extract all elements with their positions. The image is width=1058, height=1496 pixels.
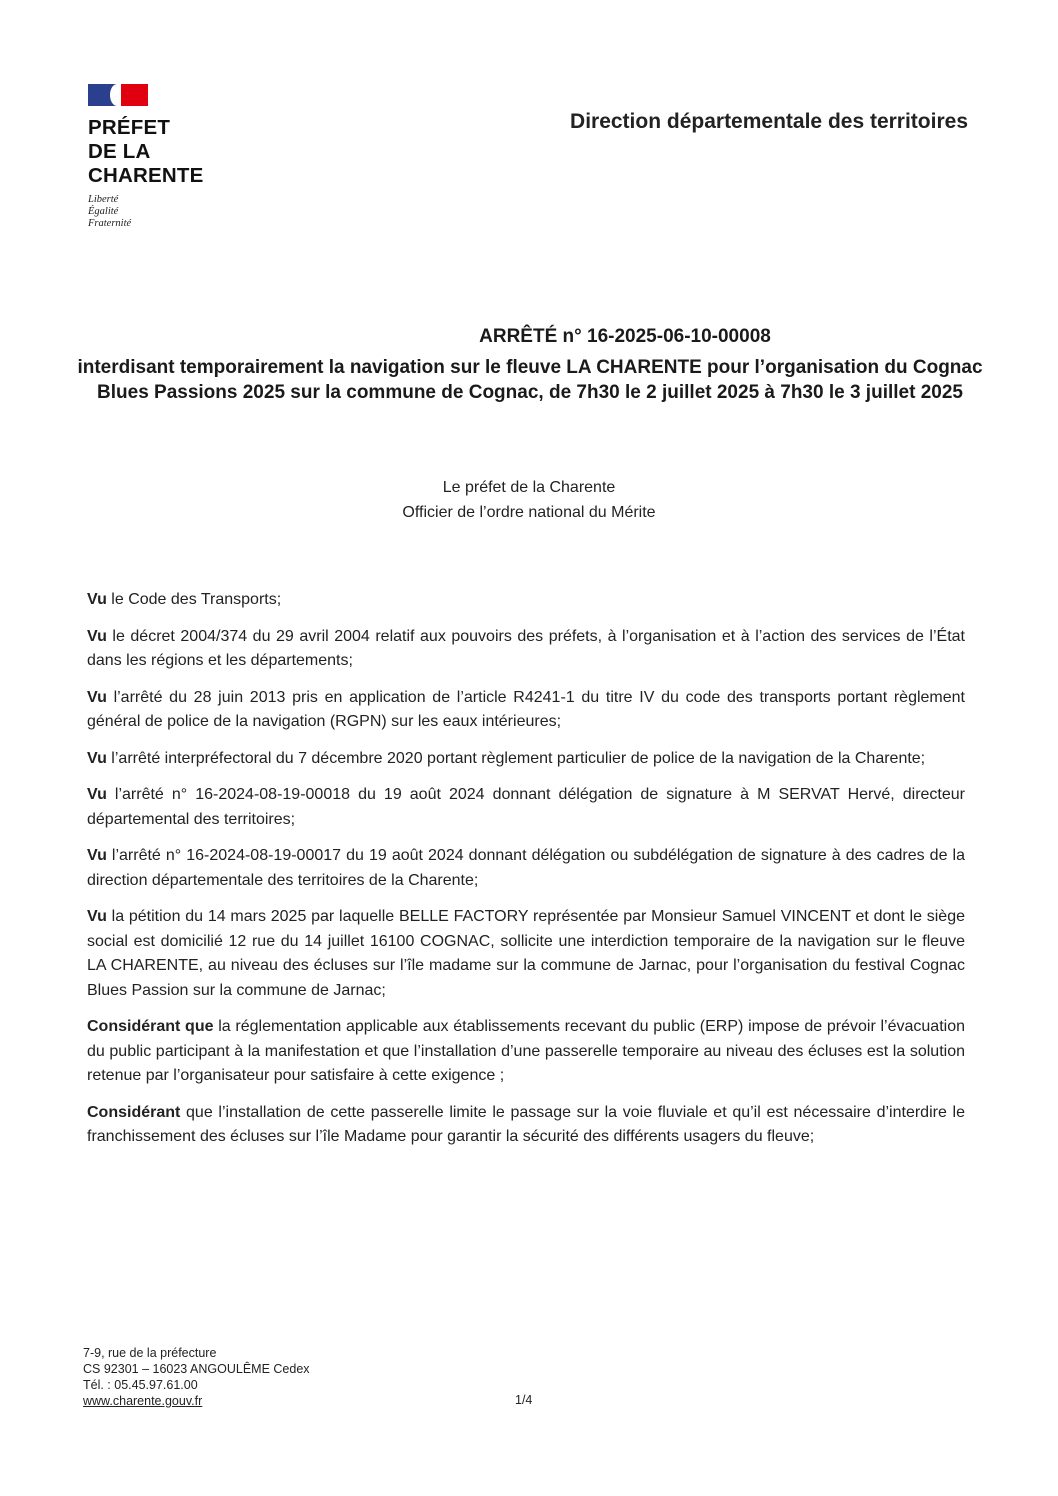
logo-title-line: CHARENTE [88,164,204,187]
address-line: CS 92301 – 16023 ANGOULÊME Cedex [83,1362,310,1376]
authority-block [0,475,1058,525]
arrete-number: ARRÊTÉ n° 16-2025-06-10-00008 [479,326,771,347]
paragraph [87,625,965,674]
paragraph-lead: Vu [87,908,107,925]
motto-line: Égalité [88,206,119,217]
paragraph-text: l’arrêté du 28 juin 2013 pris en application de l’article R4241-1 du titre IV du code des transports portant règlement général de police de la navigation (RGPN) sur les eaux intérieures; [87,688,965,730]
address-line: 7-9, rue de la préfecture [83,1346,217,1360]
paragraph-text: le décret 2004/374 du 29 avril 2004 relatif aux pouvoirs des préfets, à l’organisation et à l’action des services de l’État dans les régions et les départements; [87,627,965,669]
paragraph [87,905,965,1003]
paragraph-lead: Vu [87,749,107,767]
motto [88,194,204,230]
logo-title [88,116,204,188]
paragraph [87,844,965,893]
page-number: 1/4 [515,1393,533,1407]
logo-title-line: PRÉFET [88,116,171,139]
paragraph-text: l’arrêté n° 16-2024-08-19-00018 du 19 août 2024 donnant délégation de signature à M SERVAT Hervé, directeur départemental des territoires; [87,786,965,828]
paragraph-text: l’arrêté n° 16-2024-08-19-00017 du 19 août 2024 donnant délégation ou subdélégation de signature à des cadres de la direction départementale des territoires de la Charente; [87,847,965,889]
arrete-subtitle: interdisant temporairement la navigation sur le fleuve LA CHARENTE pour l’organisation du Cognac Blues Passions 2025 sur la commune de Cognac, de 7h30 le 2 juillet 2025 à 7h30 le 3 juillet 2025 [77,357,983,403]
paragraph [87,1101,965,1150]
direction-heading: Direction départementale des territoires [570,110,968,133]
website-link[interactable]: www.charente.gouv.fr [83,1394,203,1408]
paragraph-lead: Vu [87,786,107,803]
paragraph-text: le Code des Transports; [106,591,282,608]
logo-title-line: DE LA [88,140,151,163]
paragraph-text: que l’installation de cette passerelle limite le passage sur la voie fluviale et qu’il est nécessaire d’interdire le franchissement des écluses sur l’île Madame pour garantir la sécurité des différents usagers du fleuve; [87,1103,965,1145]
authority-line: Officier de l’ordre national du Mérite [402,504,656,521]
motto-line: Liberté [88,194,119,205]
paragraph-lead: Considérant que [87,1018,214,1035]
paragraph-lead: Vu [87,627,107,645]
paragraph-lead: Vu [87,688,107,706]
document-body [87,588,965,1162]
paragraph-text: l’arrêté interpréfectoral du 7 décembre 2020 portant règlement particulier de police de la navigation de la Charente; [106,749,926,767]
prefecture-logo [88,84,204,230]
french-flag-icon [88,84,148,108]
paragraph-text: la réglementation applicable aux établissements recevant du public (ERP) impose de prévoir l’évacuation du public participant à la manifestation et que l’installation d’une passerelle temporaire au niveau des écluses est la solution retenue par l’organisateur pour satisfaire à cette exigence ; [87,1018,966,1084]
title-block [70,323,990,405]
paragraph [87,1015,965,1089]
paragraph [87,686,965,735]
paragraph-text: la pétition du 14 mars 2025 par laquelle BELLE FACTORY représentée par Monsieur Samuel VINCENT et dont le siège social est domicilié 12 rue du 14 juillet 16100 COGNAC, sollicite une interdiction temporaire de la navigation sur le fleuve LA CHARENTE, au niveau des écluses sur l’île madame sur la commune de Jarnac, pour l’organisation du festival Cognac Blues Passion sur la commune de Jarnac; [87,908,965,999]
paragraph [87,747,965,772]
paragraph-lead: Vu [87,591,107,608]
paragraph [87,783,965,832]
paragraph-lead: Considérant [87,1103,181,1121]
authority-line: Le préfet de la Charente [442,479,616,496]
footer-address [83,1345,310,1409]
motto-line: Fraternité [88,218,132,229]
paragraph-lead: Vu [87,847,107,864]
paragraph [87,588,965,613]
phone: Tél. : 05.45.97.61.00 [83,1378,198,1392]
